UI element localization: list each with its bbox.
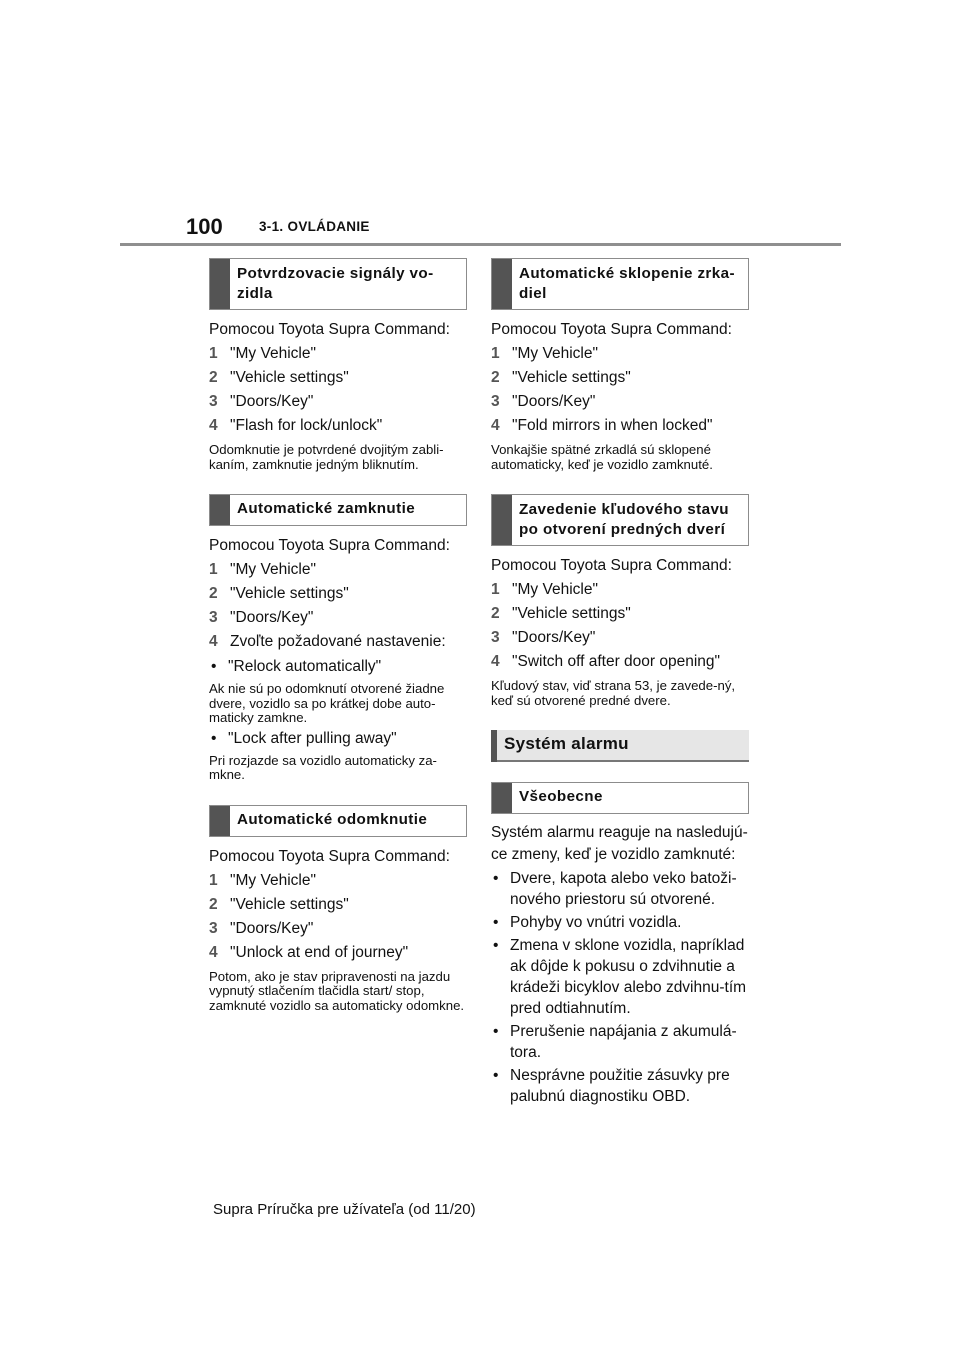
step-item — [209, 558, 467, 582]
heading-confirmation-signals — [209, 258, 467, 310]
step-text: "Doors/Key" — [230, 919, 314, 937]
alarm-trigger-item: • Prerušenie napájania z akumulá-tora. — [491, 1021, 749, 1063]
step-number: 4 — [491, 653, 500, 670]
step-text: "My Vehicle" — [230, 871, 316, 889]
note-text: Kľudový stav, viď strana 53, je zavede-ný, keď sú otvorené predné dvere. — [491, 678, 736, 708]
step-item — [209, 630, 467, 654]
alarm-trigger-text: Nesprávne použitie zásuvky pre palubnú diagnostiku OBD. — [510, 1067, 730, 1105]
note-text: Pri rozjazde sa vozidlo automaticky za-mkne. — [209, 752, 437, 782]
step-number: 4 — [491, 417, 500, 434]
step-number: 1 — [209, 345, 218, 362]
note-text: Potom, ako je stav pripravenosti na jazdu vypnutý stlačením tlačidla start/ stop, zamknuté vozidlo sa automaticky odomkne. — [209, 968, 465, 1013]
step-number: 1 — [491, 345, 500, 362]
step-text: Zvoľte požadované nastavenie: — [230, 633, 446, 650]
step-text: "My Vehicle" — [512, 581, 598, 598]
step-number: 2 — [209, 895, 218, 913]
step-number: 3 — [491, 393, 500, 410]
alarm-intro: Systém alarmu reaguje na nasledujú-ce zmeny, keď je vozidlo zamknuté: — [491, 824, 748, 863]
step-item — [491, 626, 749, 650]
heading-line-2: zidla — [237, 285, 273, 302]
step-item — [209, 893, 467, 917]
section-alarm-system: Systém alarmu — [491, 730, 749, 762]
note-text: Ak nie sú po odomknutí otvorené žiadne dvere, vozidlo sa po krátkej dobe auto-maticky zamkne. — [209, 681, 445, 725]
step-item — [491, 390, 749, 414]
step-item — [491, 602, 749, 626]
step-text: "Unlock at end of journey" — [230, 943, 409, 961]
option-text: "Relock automatically" — [228, 658, 382, 675]
chapter-title: 3-1. OVLÁDANIE — [259, 219, 370, 234]
step-item — [209, 869, 467, 893]
step-item — [209, 941, 467, 965]
note-text: Odomknutie je potvrdené dvojitým zabli-kaním, zamknutie jedným bliknutím. — [209, 442, 444, 472]
alarm-trigger-item: • Pohyby vo vnútri vozidla. — [493, 914, 682, 931]
intro-text: Pomocou Toyota Supra Command: — [209, 321, 450, 338]
step-number: 4 — [209, 417, 218, 434]
step-number: 2 — [491, 369, 500, 386]
step-number: 3 — [209, 609, 218, 626]
step-item — [209, 582, 467, 606]
step-number: 2 — [209, 585, 218, 602]
step-text: "Switch off after door opening" — [512, 653, 721, 670]
option-bullet: • "Relock automatically" — [211, 658, 382, 675]
heading-auto-unlock: Automatické odomknutie — [209, 805, 467, 837]
intro-text: Pomocou Toyota Supra Command: — [491, 557, 732, 574]
step-number: 2 — [491, 605, 500, 622]
step-number: 4 — [209, 633, 218, 650]
step-item — [209, 342, 467, 366]
step-text: "Vehicle settings" — [512, 605, 631, 622]
step-text: "My Vehicle" — [512, 345, 598, 362]
step-item — [209, 606, 467, 630]
step-number: 3 — [491, 629, 500, 646]
step-text: "Doors/Key" — [512, 393, 596, 410]
intro-text: Pomocou Toyota Supra Command: — [491, 321, 732, 338]
step-number: 1 — [491, 581, 500, 598]
step-number: 1 — [209, 871, 218, 889]
option-bullet: • "Lock after pulling away" — [211, 729, 397, 747]
step-text: "Vehicle settings" — [230, 369, 349, 386]
step-item — [491, 342, 749, 366]
intro-text: Pomocou Toyota Supra Command: — [209, 537, 450, 554]
alarm-trigger-item: • Dvere, kapota alebo veko batoži-nového priestoru sú otvorené. — [491, 868, 749, 910]
step-text: "Fold mirrors in when locked" — [512, 417, 713, 434]
step-text: "Doors/Key" — [230, 609, 314, 626]
intro-text: Pomocou Toyota Supra Command: — [209, 847, 450, 865]
step-text: "Flash for lock/unlock" — [230, 417, 383, 434]
alarm-trigger-text: Dvere, kapota alebo veko batoži-nového priestoru sú otvorené. — [510, 870, 737, 908]
alarm-trigger-text: Zmena v sklone vozidla, napríklad ak dôjde k pokusu o zdvihnutie a krádeži bicyklov alebo zdvihnu-tím pred odtiahnutím. — [510, 937, 747, 1017]
page-number: 100 — [186, 214, 223, 239]
step-item — [491, 578, 749, 602]
step-text: "My Vehicle" — [230, 345, 316, 362]
header-divider — [120, 243, 841, 246]
step-text: "Vehicle settings" — [230, 895, 349, 913]
alarm-trigger-item: • Zmena v sklone vozidla, napríklad ak dôjde k pokusu o zdvihnutie a krádeži bicyklov alebo zdvihnu-tím pred odtiahnutím. — [491, 935, 749, 1019]
step-item — [491, 414, 749, 438]
step-number: 1 — [209, 561, 218, 578]
note-text: Vonkajšie spätné zrkadlá sú sklopené automaticky, keď je vozidlo zamknuté. — [491, 442, 713, 472]
step-number: 3 — [209, 393, 218, 410]
step-item — [491, 650, 749, 674]
step-item — [209, 917, 467, 941]
alarm-trigger-item: • Nesprávne použitie zásuvky pre palubnú diagnostiku OBD. — [491, 1065, 749, 1107]
step-item — [209, 366, 467, 390]
step-item — [491, 366, 749, 390]
step-text: "My Vehicle" — [230, 561, 316, 578]
right-column — [491, 258, 749, 1107]
option-text: "Lock after pulling away" — [228, 729, 397, 747]
step-item — [209, 414, 467, 438]
heading-line-1: Potvrdzovacie signály vo- — [237, 265, 434, 282]
heading-standby-state: Zavedenie kľudového stavu po otvorení predných dverí — [491, 494, 749, 546]
heading-general: Všeobecne — [491, 782, 749, 814]
step-number: 2 — [209, 369, 218, 386]
step-number: 3 — [209, 919, 218, 937]
step-item — [209, 390, 467, 414]
step-text: "Vehicle settings" — [512, 369, 631, 386]
alarm-trigger-text: Pohyby vo vnútri vozidla. — [510, 914, 682, 931]
step-number: 4 — [209, 943, 218, 961]
step-text: "Doors/Key" — [230, 393, 314, 410]
heading-mirror-folding: Automatické sklopenie zrka-diel — [491, 258, 749, 310]
alarm-trigger-text: Prerušenie napájania z akumulá-tora. — [510, 1023, 737, 1061]
left-column — [209, 258, 467, 1013]
step-text: "Vehicle settings" — [230, 585, 349, 602]
heading-auto-lock: Automatické zamknutie — [209, 494, 467, 526]
footer-text: Supra Príručka pre užívateľa (od 11/20) — [213, 1201, 476, 1218]
step-text: "Doors/Key" — [512, 629, 596, 646]
